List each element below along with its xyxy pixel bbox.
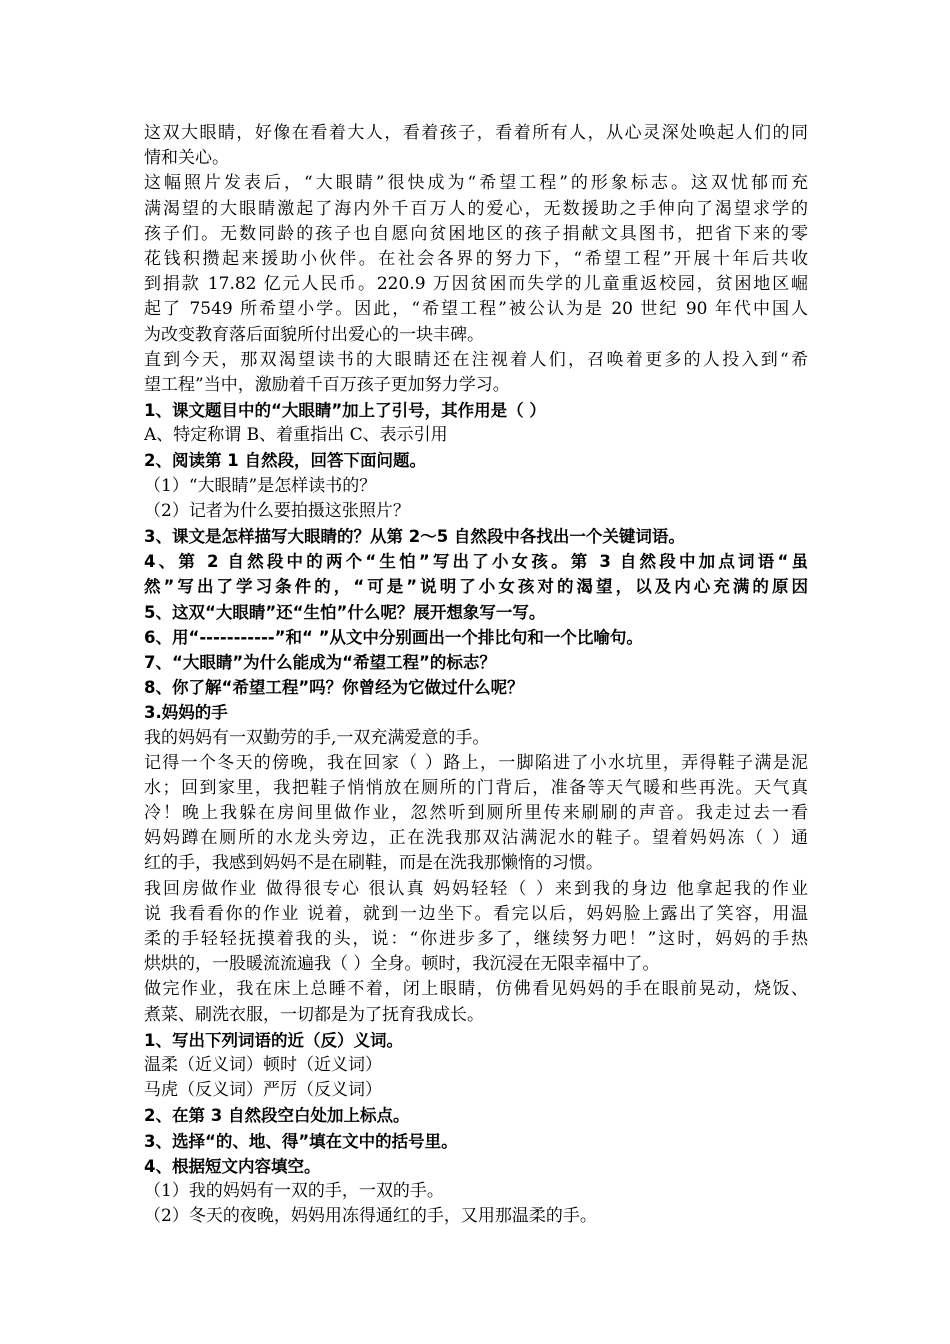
question-line: 2、阅读第 1 自然段，回答下面问题。 xyxy=(144,451,426,471)
text-line: 满渴望的大眼睛激起了海内外千百万人的爱心，无数援助之手伸向了渴望求学的 xyxy=(144,198,808,219)
text-line: 冷！晚上我躲在房间里做作业，忽然听到厕所里传来刷刷的声音。我走过去一看 xyxy=(144,803,808,824)
question-line: 6、用“-----------”和“ ”从文中分别画出一个排比句和一个比喻句。 xyxy=(144,627,643,647)
text-line: A、特定称谓 B、着重指出 C、表示引用 xyxy=(144,425,448,446)
text-line: （2）冬天的夜晚，妈妈用冻得通红的手，又用那温柔的手。 xyxy=(144,1206,597,1227)
text-line: 温柔（近义词）顿时（近义词） xyxy=(144,1054,382,1075)
text-line: 直到今天，那双渴望读书的大眼睛还在注视着人们，召唤着更多的人投入到“希 xyxy=(144,349,808,370)
text-line: 这幅照片发表后，“大眼睛”很快成为“希望工程”的形象标志。这双忧郁而充 xyxy=(144,173,808,194)
text-line: 为改变教育落后面貌所付出爱心的一块丰碑。 xyxy=(144,324,484,345)
text-line: （2）记者为什么要拍摄这张照片？ xyxy=(144,500,410,521)
text-line: 情和关心。 xyxy=(144,148,229,169)
text-line: 望工程”当中，激励着千百万孩子更加努力学习。 xyxy=(144,374,510,395)
text-line: 说 我看看你的作业 说着，就到一边坐下。看完以后，妈妈脸上露出了笑容，用温 xyxy=(144,903,808,924)
question-line: 8、你了解“希望工程”吗？你曾经为它做过什么呢？ xyxy=(144,678,524,698)
text-line: 记得一个冬天的傍晚，我在回家（ ）路上，一脚陷进了小水坑里，弄得鞋子满是泥 xyxy=(144,752,808,773)
text-line: 我回房做作业 做得很专心 很认真 妈妈轻轻（ ）来到我的身边 他拿起我的作业 xyxy=(144,878,808,899)
question-line: 5、这双“大眼睛”还“生怕”什么呢？展开想象写一写。 xyxy=(144,602,546,622)
document-body xyxy=(144,121,808,1229)
text-line: 水；回到家里，我把鞋子悄悄放在厕所的门背后，准备等天气暖和些再洗。天气真 xyxy=(144,777,808,798)
text-line: 妈妈蹲在厕所的水龙头旁边，正在洗我那双沾满泥水的鞋子。望着妈妈冻（ ）通 xyxy=(144,828,808,849)
question-line: 1、课文题目中的“大眼睛”加上了引号，其作用是（ ） xyxy=(144,401,546,421)
question-line: 2、在第 3 自然段空白处加上标点。 xyxy=(144,1106,410,1126)
text-line: 马虎（反义词）严厉（反义词） xyxy=(144,1080,382,1101)
text-line: 起了 7549 所希望小学。因此，“希望工程”被公认为是 20 世纪 90 年代中国人 xyxy=(144,299,808,320)
text-line: 我的妈妈有一双勤劳的手,一双充满爱意的手。 xyxy=(144,727,490,748)
question-line: 4、根据短文内容填空。 xyxy=(144,1156,321,1176)
question-line: 3、课文是怎样描写大眼睛的？从第 2～5 自然段中各找出一个关键词语。 xyxy=(144,527,685,546)
text-line: 到捐款 17.82 亿元人民币。220.9 万因贫困而失学的儿童重返校园，贫困地区崛 xyxy=(144,274,808,295)
text-line: 做完作业，我在床上总睡不着，闭上眼睛，仿佛看见妈妈的手在眼前晃动，烧饭、 xyxy=(144,979,808,1000)
text-line: 这双大眼睛，好像在看着大人，看着孩子，看着所有人，从心灵深处唤起人们的同 xyxy=(144,123,808,143)
text-line: 孩子们。无数同龄的孩子也自愿向贫困地区的孩子捐献文具图书，把省下来的零 xyxy=(144,223,808,244)
question-line: 然”写出了学习条件的，“可是”说明了小女孩对的渴望，以及内心充满的原因 xyxy=(144,577,808,597)
question-line: 1、写出下列词语的近（反）义词。 xyxy=(144,1030,403,1050)
question-line: 7、“大眼睛”为什么能成为“希望工程”的标志？ xyxy=(144,652,496,672)
text-line: （1）我的妈妈有一双的手，一双的手。 xyxy=(144,1180,444,1201)
question-line: 3、选择“的、地、得”填在文中的括号里。 xyxy=(144,1131,458,1151)
question-line: 3.妈妈的手 xyxy=(144,703,228,723)
text-line: 红的手，我感到妈妈不是在刷鞋，而是在洗我那懒惰的习惯。 xyxy=(144,853,603,874)
text-line: 烘烘的，一股暖流流遍我（ ）全身。顿时，我沉浸在无限幸福中了。 xyxy=(144,954,660,975)
text-line: 柔的手轻轻抚摸着我的头，说：“你进步多了，继续努力吧！”这时，妈妈的手热 xyxy=(144,929,808,949)
text-line: 花钱积攒起来援助小伙伴。在社会各界的努力下，“希望工程”开展十年后共收 xyxy=(144,248,808,269)
text-line: （1）“大眼睛”是怎样读书的？ xyxy=(144,475,377,496)
question-line: 4、第 2 自然段中的两个“生怕”写出了小女孩。第 3 自然段中加点词语“虽 xyxy=(144,552,808,572)
text-line: 煮菜、刷洗衣服，一切都是为了抚育我成长。 xyxy=(144,1004,484,1025)
